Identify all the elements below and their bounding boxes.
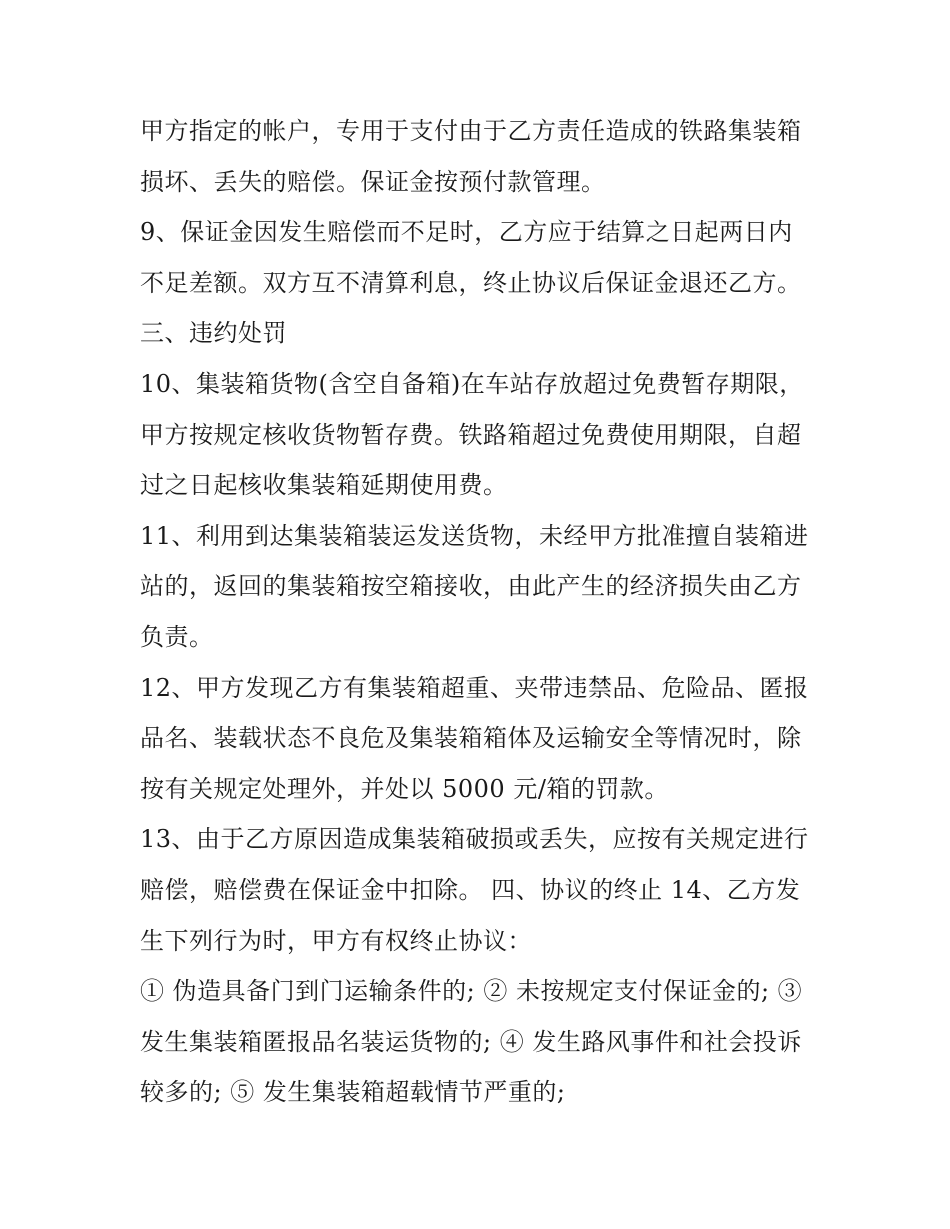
section-heading: 三、违约处罚 — [140, 319, 287, 348]
text-line: ① 伪造具备门到门运输条件的; ② 未按规定支付保证金的; ③ — [140, 977, 803, 1006]
text-line: 按有关规定处理外，并处以 5000 元/箱的罚款。 — [140, 774, 669, 803]
text-line: 10、集装箱货物(含空自备箱)在车站存放超过免费暂存期限， — [140, 369, 804, 398]
text-line: 9、保证金因发生赔偿而不足时，乙方应于结算之日起两日内 — [140, 218, 793, 247]
text-line: 赔偿，赔偿费在保证金中扣除。 四、协议的终止 14、乙方发 — [140, 875, 801, 904]
text-line: 甲方按规定核收货物暂存费。铁路箱超过免费使用期限，自超 — [140, 420, 802, 449]
text-line: 12、甲方发现乙方有集装箱超重、夹带违禁品、危险品、匿报 — [140, 673, 809, 702]
text-line: 过之日起核收集装箱延期使用费。 — [140, 471, 508, 500]
text-line: 13、由于乙方原因造成集装箱破损或丢失，应按有关规定进行 — [140, 825, 809, 854]
text-line: 较多的; ⑤ 发生集装箱超载情节严重的; — [140, 1078, 566, 1107]
text-line: 站的，返回的集装箱按空箱接收，由此产生的经济损失由乙方 — [140, 572, 802, 601]
text-line: 甲方指定的帐户，专用于支付由于乙方责任造成的铁路集装箱 — [140, 117, 802, 145]
text-line: 负责。 — [140, 622, 214, 651]
text-line: 发生集装箱匿报品名装运货物的; ④ 发生路风事件和社会投诉 — [140, 1027, 802, 1056]
text-line: 11、利用到达集装箱装运发送货物，未经甲方批准擅自装箱进 — [140, 521, 809, 550]
text-line: 品名、装载状态不良危及集装箱箱体及运输安全等情况时，除 — [140, 724, 802, 753]
text-line: 生下列行为时，甲方有权终止协议： — [140, 926, 532, 955]
text-line: 不足差额。双方互不清算利息，终止协议后保证金退还乙方。 — [140, 268, 802, 297]
document-body — [140, 106, 820, 1118]
text-line: 损坏、丢失的赔偿。保证金按预付款管理。 — [140, 167, 606, 196]
